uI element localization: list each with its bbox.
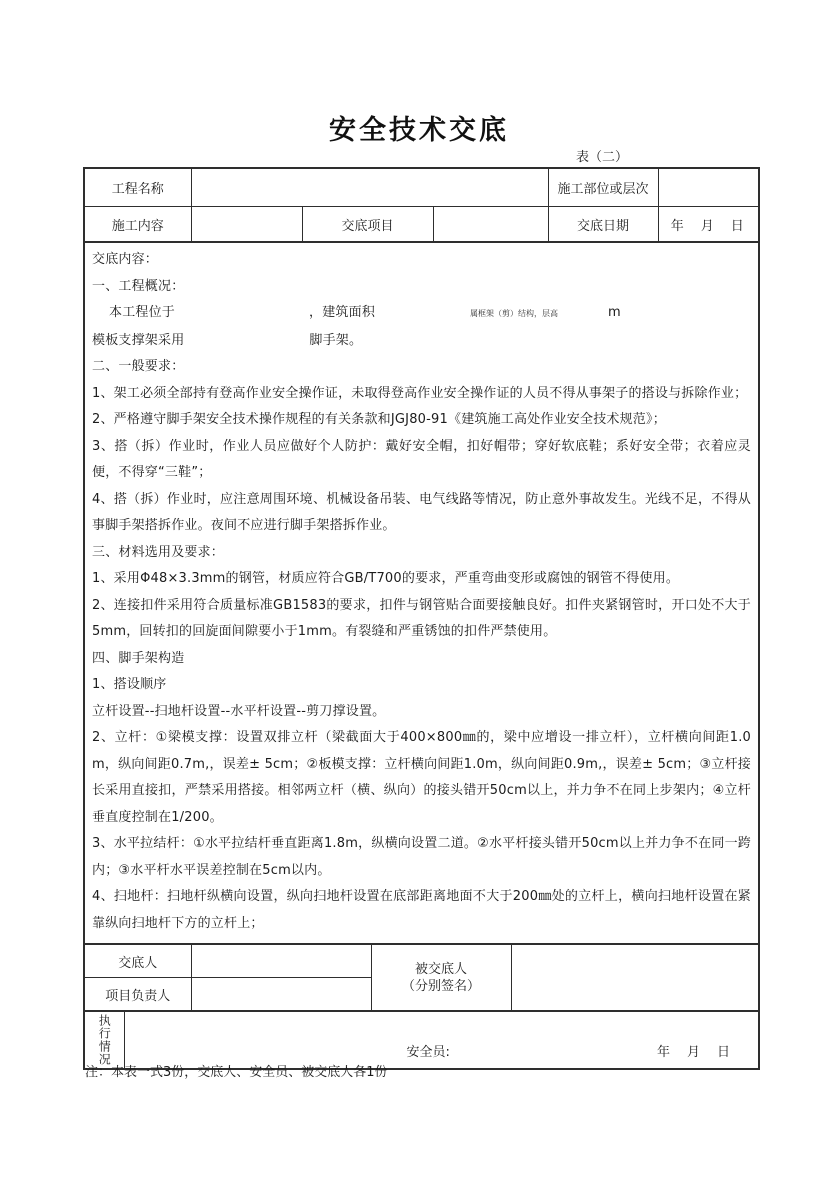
content-paragraph: 2、连接扣件采用符合质量标准GB1583的要求，扣件与钢管贴合面要接触良好。扣件夹紧钢管时，开口处不大于5mm，回转扣的回旋面间隙要小于1mm。有裂缝和严重锈蚀的扣件严禁使用。 (92, 597, 751, 639)
discloser-value (191, 944, 371, 978)
blank-area (375, 315, 470, 316)
content-paragraph: 立杆设置--扫地杆设置--水平杆设置--剪刀撑设置。 (92, 703, 386, 719)
content-paragraph: 三、材料选用及要求： (92, 544, 225, 560)
project-overview-line (92, 300, 751, 328)
discloser-label: 交底人 (84, 944, 191, 978)
execution-date: 年 月 日 (656, 1045, 732, 1060)
blank-location (175, 315, 309, 316)
disclosure-date-value: 年 月 日 (658, 207, 759, 243)
receiver-label-line2: （分别签名） (401, 978, 480, 994)
content-heading: 交底内容： (92, 252, 159, 267)
safety-officer-label: 安全员: (406, 1045, 450, 1060)
blank-scaffold-type (184, 343, 309, 344)
table-number-label: 表（二） (576, 150, 629, 165)
form-sheet (83, 167, 758, 1070)
construction-content-value (191, 207, 302, 243)
content-paragraph: 1、采用Φ48×3.3mm的钢管，材质应符合GB/T700的要求，严重弯曲变形或腐蚀的钢管不得使用。 (92, 571, 680, 586)
page-title: 安全技术交底 (329, 115, 509, 146)
blank-height (558, 315, 608, 316)
project-location-text: 本工程位于 (109, 305, 176, 320)
footnote: 注：本表一式3份，交底人、安全员、被交底人各1份 (85, 1065, 388, 1080)
project-leader-label: 项目负责人 (84, 978, 191, 1012)
signature-table (83, 943, 760, 1012)
formwork-line (92, 328, 751, 355)
project-leader-value (191, 978, 371, 1012)
content-table (83, 241, 760, 945)
content-paragraph: 4、扫地杆：扫地杆纵横向设置，纵向扫地杆设置在底部距离地面不大于200㎜处的立杆上，横向扫地杆设置在紧靠纵向扫地杆下方的立杆上； (92, 889, 751, 931)
header-table (83, 167, 760, 243)
section1-heading: 一、工程概况： (92, 278, 185, 294)
content-paragraph: 3、搭（拆）作业时，作业人员应做好个人防护：戴好安全帽，扣好帽带；穿好软底鞋；系好安全带；衣着应灵便，不得穿“三鞋”； (92, 438, 751, 480)
location-value (658, 168, 759, 207)
receiver-label-line1: 被交底人 (414, 961, 467, 977)
construction-content-label: 施工内容 (84, 207, 191, 243)
content-paragraph: 2、严格遵守脚手架安全技术操作规程的有关条款和JGJ80-91《建筑施工高处作业安全技术规范》； (92, 412, 666, 427)
meter-unit: m (608, 305, 621, 320)
disclosure-item-value (433, 207, 548, 243)
project-name-label: 工程名称 (84, 168, 191, 207)
disclosure-date-label: 交底日期 (548, 207, 658, 243)
execution-status-label: 执行情况 (97, 1014, 112, 1066)
content-paragraph: 1、搭设顺序 (92, 677, 167, 692)
content-area (84, 242, 759, 944)
formwork-text: 模板支撑架采用 (92, 332, 185, 348)
content-paragraph: 4、搭（拆）作业时，应注意周围环境、机械设备吊装、电气线路等情况，防止意外事故发生。光线不足，不得从事脚手架搭拆作业。夜间不应进行脚手架搭拆作业。 (92, 491, 751, 533)
disclosure-item-label: 交底项目 (302, 207, 433, 243)
building-area-text: ，建筑面积 (309, 305, 376, 320)
project-name-value (191, 168, 548, 207)
receiver-label (371, 944, 511, 1011)
content-paragraph: 四、脚手架构造 (92, 650, 185, 666)
scaffold-text: 脚手架。 (309, 332, 363, 348)
structure-note-text: 属框架（剪）结构，层高 (470, 309, 559, 318)
content-paragraphs (92, 354, 751, 937)
content-paragraph: 1、架工必须全部持有登高作业安全操作证，未取得登高作业安全操作证的人员不得从事架子的搭设与拆除作业； (92, 385, 748, 401)
location-label: 施工部位或层次 (548, 168, 658, 207)
content-paragraph: 3、水平拉结杆：①水平拉结杆垂直距离1.8m，纵横向设置二道。②水平杆接头错开50cm以上并力争不在同一跨内；③水平杆水平误差控制在5cm以内。 (92, 836, 751, 878)
content-paragraph: 2、立杆：①梁模支撑：设置双排立杆（梁截面大于400×800㎜的，梁中应增设一排立杆），立杆横向间距1.0m，纵向间距0.7m,，误差± 5cm；②板模支撑：立杆横向间距1.0m，纵向间距0.9m,，误差± 5cm；③立杆接长采用直接扣，严禁采用搭接。相邻两立杆（横、纵向）的接头错开50cm以上，并力争不在同上步架内；④立杆垂直度控制在1/200。 (92, 730, 751, 825)
receiver-signature-area (511, 944, 759, 1011)
content-paragraph: 二、一般要求： (92, 359, 185, 374)
